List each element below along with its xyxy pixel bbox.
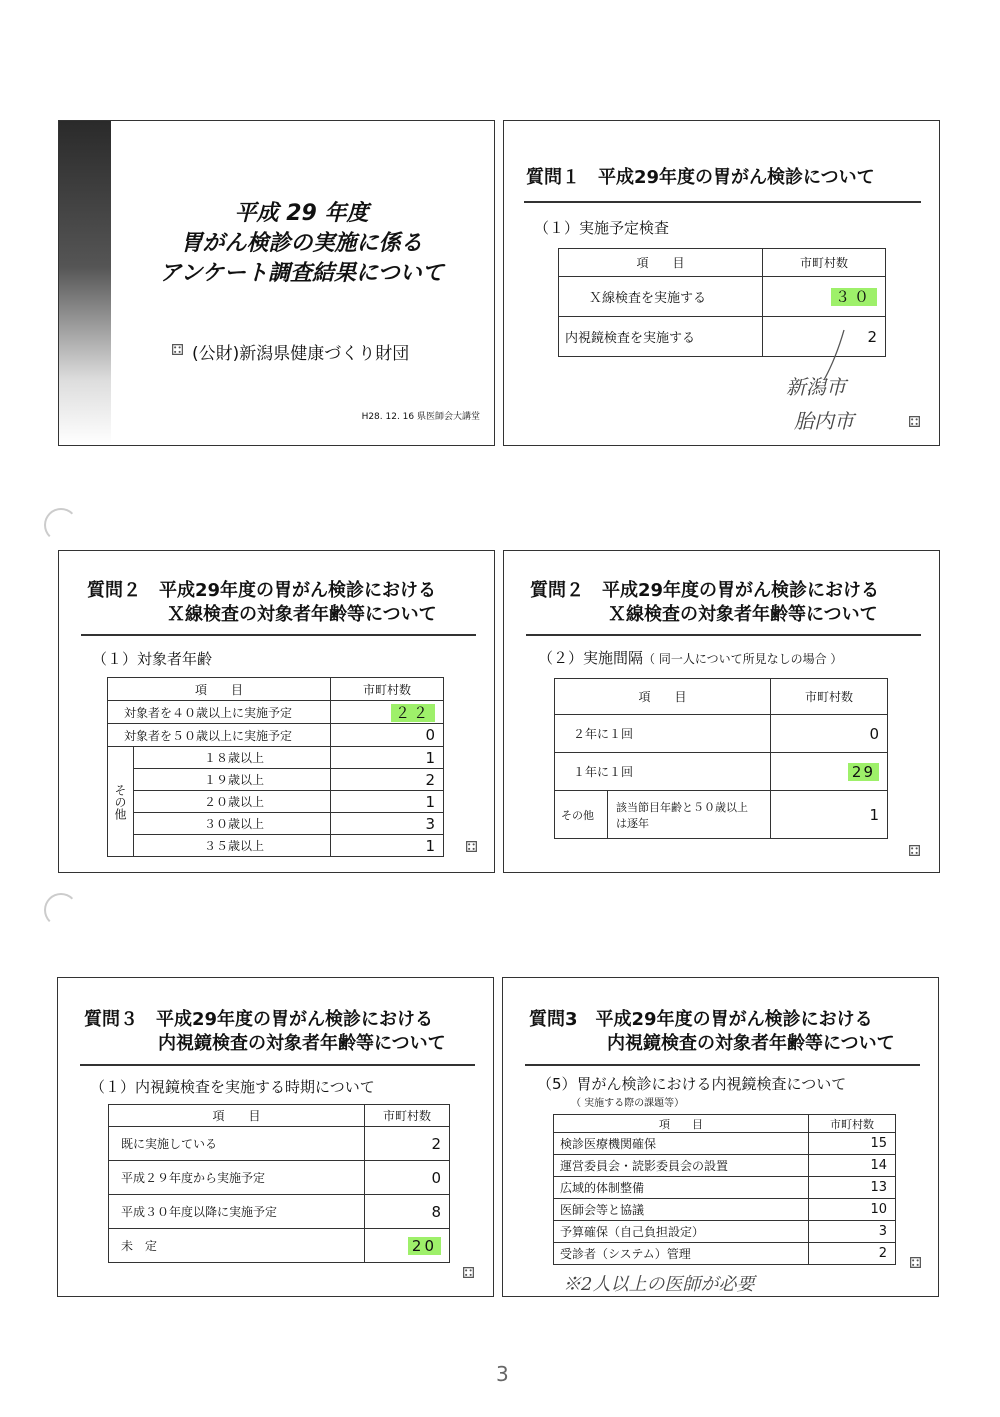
table-row: １９歳以上 2 <box>108 769 444 791</box>
table-row: ３０歳以上 3 <box>108 813 444 835</box>
punch-hole-2 <box>44 893 78 927</box>
table-row: 既に実施している 2 <box>109 1127 450 1161</box>
page-number: 3 <box>496 1362 509 1386</box>
table-row: 未 定 20 <box>109 1229 450 1263</box>
org-logo-icon: ⚃ <box>171 341 185 359</box>
title-line-3: アンケート調査結果について <box>159 261 444 286</box>
table-row: 運営委員会・読影委員会の設置 14 <box>554 1155 896 1177</box>
table-row: 予算確保（自己負担設定） 3 <box>554 1221 896 1243</box>
org-logo-icon: ⚃ <box>461 1264 475 1282</box>
org-name: (公財)新潟県健康づくり財団 <box>192 344 410 364</box>
section-subtitle: （１）内視鏡検査を実施する時期について <box>90 1078 375 1096</box>
table-row: 受診者（システム）管理 2 <box>554 1243 896 1265</box>
slide-title-line-1: 質問２ 平成29年度の胃がん検診における <box>530 580 880 601</box>
col-count: 市町村数 <box>771 679 888 715</box>
table-row: Ｘ線検査を実施する ３０ <box>559 277 886 317</box>
table-row: 広域的体制整備 13 <box>554 1177 896 1199</box>
table-row: 対象者を５０歳以上に実施予定 0 <box>108 724 444 747</box>
section-subtitle: （２）実施間隔（ 同一人について所見なしの場合 ） <box>538 649 843 667</box>
org-logo-icon: ⚃ <box>907 413 921 431</box>
org-logo-icon: ⚃ <box>908 1254 922 1272</box>
title-line-1: 平成 29 年度 <box>234 201 369 226</box>
col-count: 市町村数 <box>763 249 886 277</box>
slide-q2-1 <box>58 550 495 873</box>
slide-q2-2 <box>503 550 940 873</box>
table-row: ２年に１回 0 <box>555 715 888 753</box>
table-row: ２０歳以上 1 <box>108 791 444 813</box>
presentation-date: H28. 12. 16 県医師会大講堂 <box>361 412 480 422</box>
table-row: 医師会等と協議 10 <box>554 1199 896 1221</box>
slide-q1 <box>503 120 940 446</box>
table-row: その他 １８歳以上 1 <box>108 747 444 769</box>
title-divider <box>80 1064 475 1066</box>
table-row: 平成２９年度から実施予定 0 <box>109 1161 450 1195</box>
title-divider <box>525 1064 920 1066</box>
table-row: 平成３０年度以降に実施予定 8 <box>109 1195 450 1229</box>
section-subtitle-note: （ 実施する際の課題等） <box>571 1098 685 1109</box>
slide-title: 質問１ 平成29年度の胃がん検診について <box>526 167 875 188</box>
col-item: 項 目 <box>108 678 331 701</box>
other-label: その他 <box>555 791 608 839</box>
handwritten-note: ※2人以上の医師が必要 <box>563 1274 755 1295</box>
table-row: 対象者を４０歳以上に実施予定 ２２ <box>108 701 444 724</box>
slide-title-line-2: Ｘ線検査の対象者年齢等について <box>608 604 878 625</box>
section-subtitle: （１）対象者年齢 <box>92 650 213 668</box>
title-line-2: 胃がん検診の実施に係る <box>180 231 423 256</box>
slide-gradient-bar <box>59 121 111 445</box>
title-divider <box>81 634 476 636</box>
other-label: その他 <box>108 747 134 857</box>
col-item: 項 目 <box>555 679 771 715</box>
org-logo-icon: ⚃ <box>464 838 478 856</box>
slide-title-line-1: 質問２ 平成29年度の胃がん検診における <box>87 580 437 601</box>
col-item: 項 目 <box>554 1115 809 1133</box>
col-count: 市町村数 <box>809 1115 896 1133</box>
org-logo-icon: ⚃ <box>907 842 921 860</box>
section-subtitle: （5）胃がん検診における内視鏡検査について <box>537 1075 847 1093</box>
table-row: ３５歳以上 1 <box>108 835 444 857</box>
slide-title-line-2: Ｘ線検査の対象者年齢等について <box>167 604 437 625</box>
slide-title-line-1: 質問３ 平成29年度の胃がん検診における <box>84 1009 434 1030</box>
slide-title-line-1: 質問3 平成29年度の胃がん検診における <box>529 1009 873 1030</box>
col-item: 項 目 <box>109 1105 365 1127</box>
punch-hole-1 <box>44 508 78 542</box>
slide-title-line-2: 内視鏡検査の対象者年齢等について <box>607 1033 895 1054</box>
col-count: 市町村数 <box>331 678 444 701</box>
section-subtitle: （１）実施予定検査 <box>534 219 670 237</box>
age-table <box>107 677 444 857</box>
slide-q3-1 <box>57 977 494 1297</box>
table-row: 内視鏡検査を実施する 2 <box>559 317 886 357</box>
table-row: １年に１回 29 <box>555 753 888 791</box>
slide-title <box>58 120 495 446</box>
col-item: 項 目 <box>559 249 763 277</box>
timing-table <box>108 1104 450 1263</box>
table-row: その他 該当節目年齢と５０歳以上は逐年 1 <box>555 791 888 839</box>
handwritten-note-2: 胎内市 <box>794 409 854 433</box>
table-row: 検診医療機関確保 15 <box>554 1133 896 1155</box>
issues-table <box>553 1114 896 1265</box>
handwritten-note-1: 新潟市 <box>786 375 846 399</box>
title-divider <box>524 201 921 203</box>
slide-title-line-2: 内視鏡検査の対象者年齢等について <box>158 1033 446 1054</box>
slide-q3-5 <box>502 977 939 1297</box>
title-divider <box>526 634 921 636</box>
interval-table <box>554 678 888 839</box>
col-count: 市町村数 <box>365 1105 450 1127</box>
